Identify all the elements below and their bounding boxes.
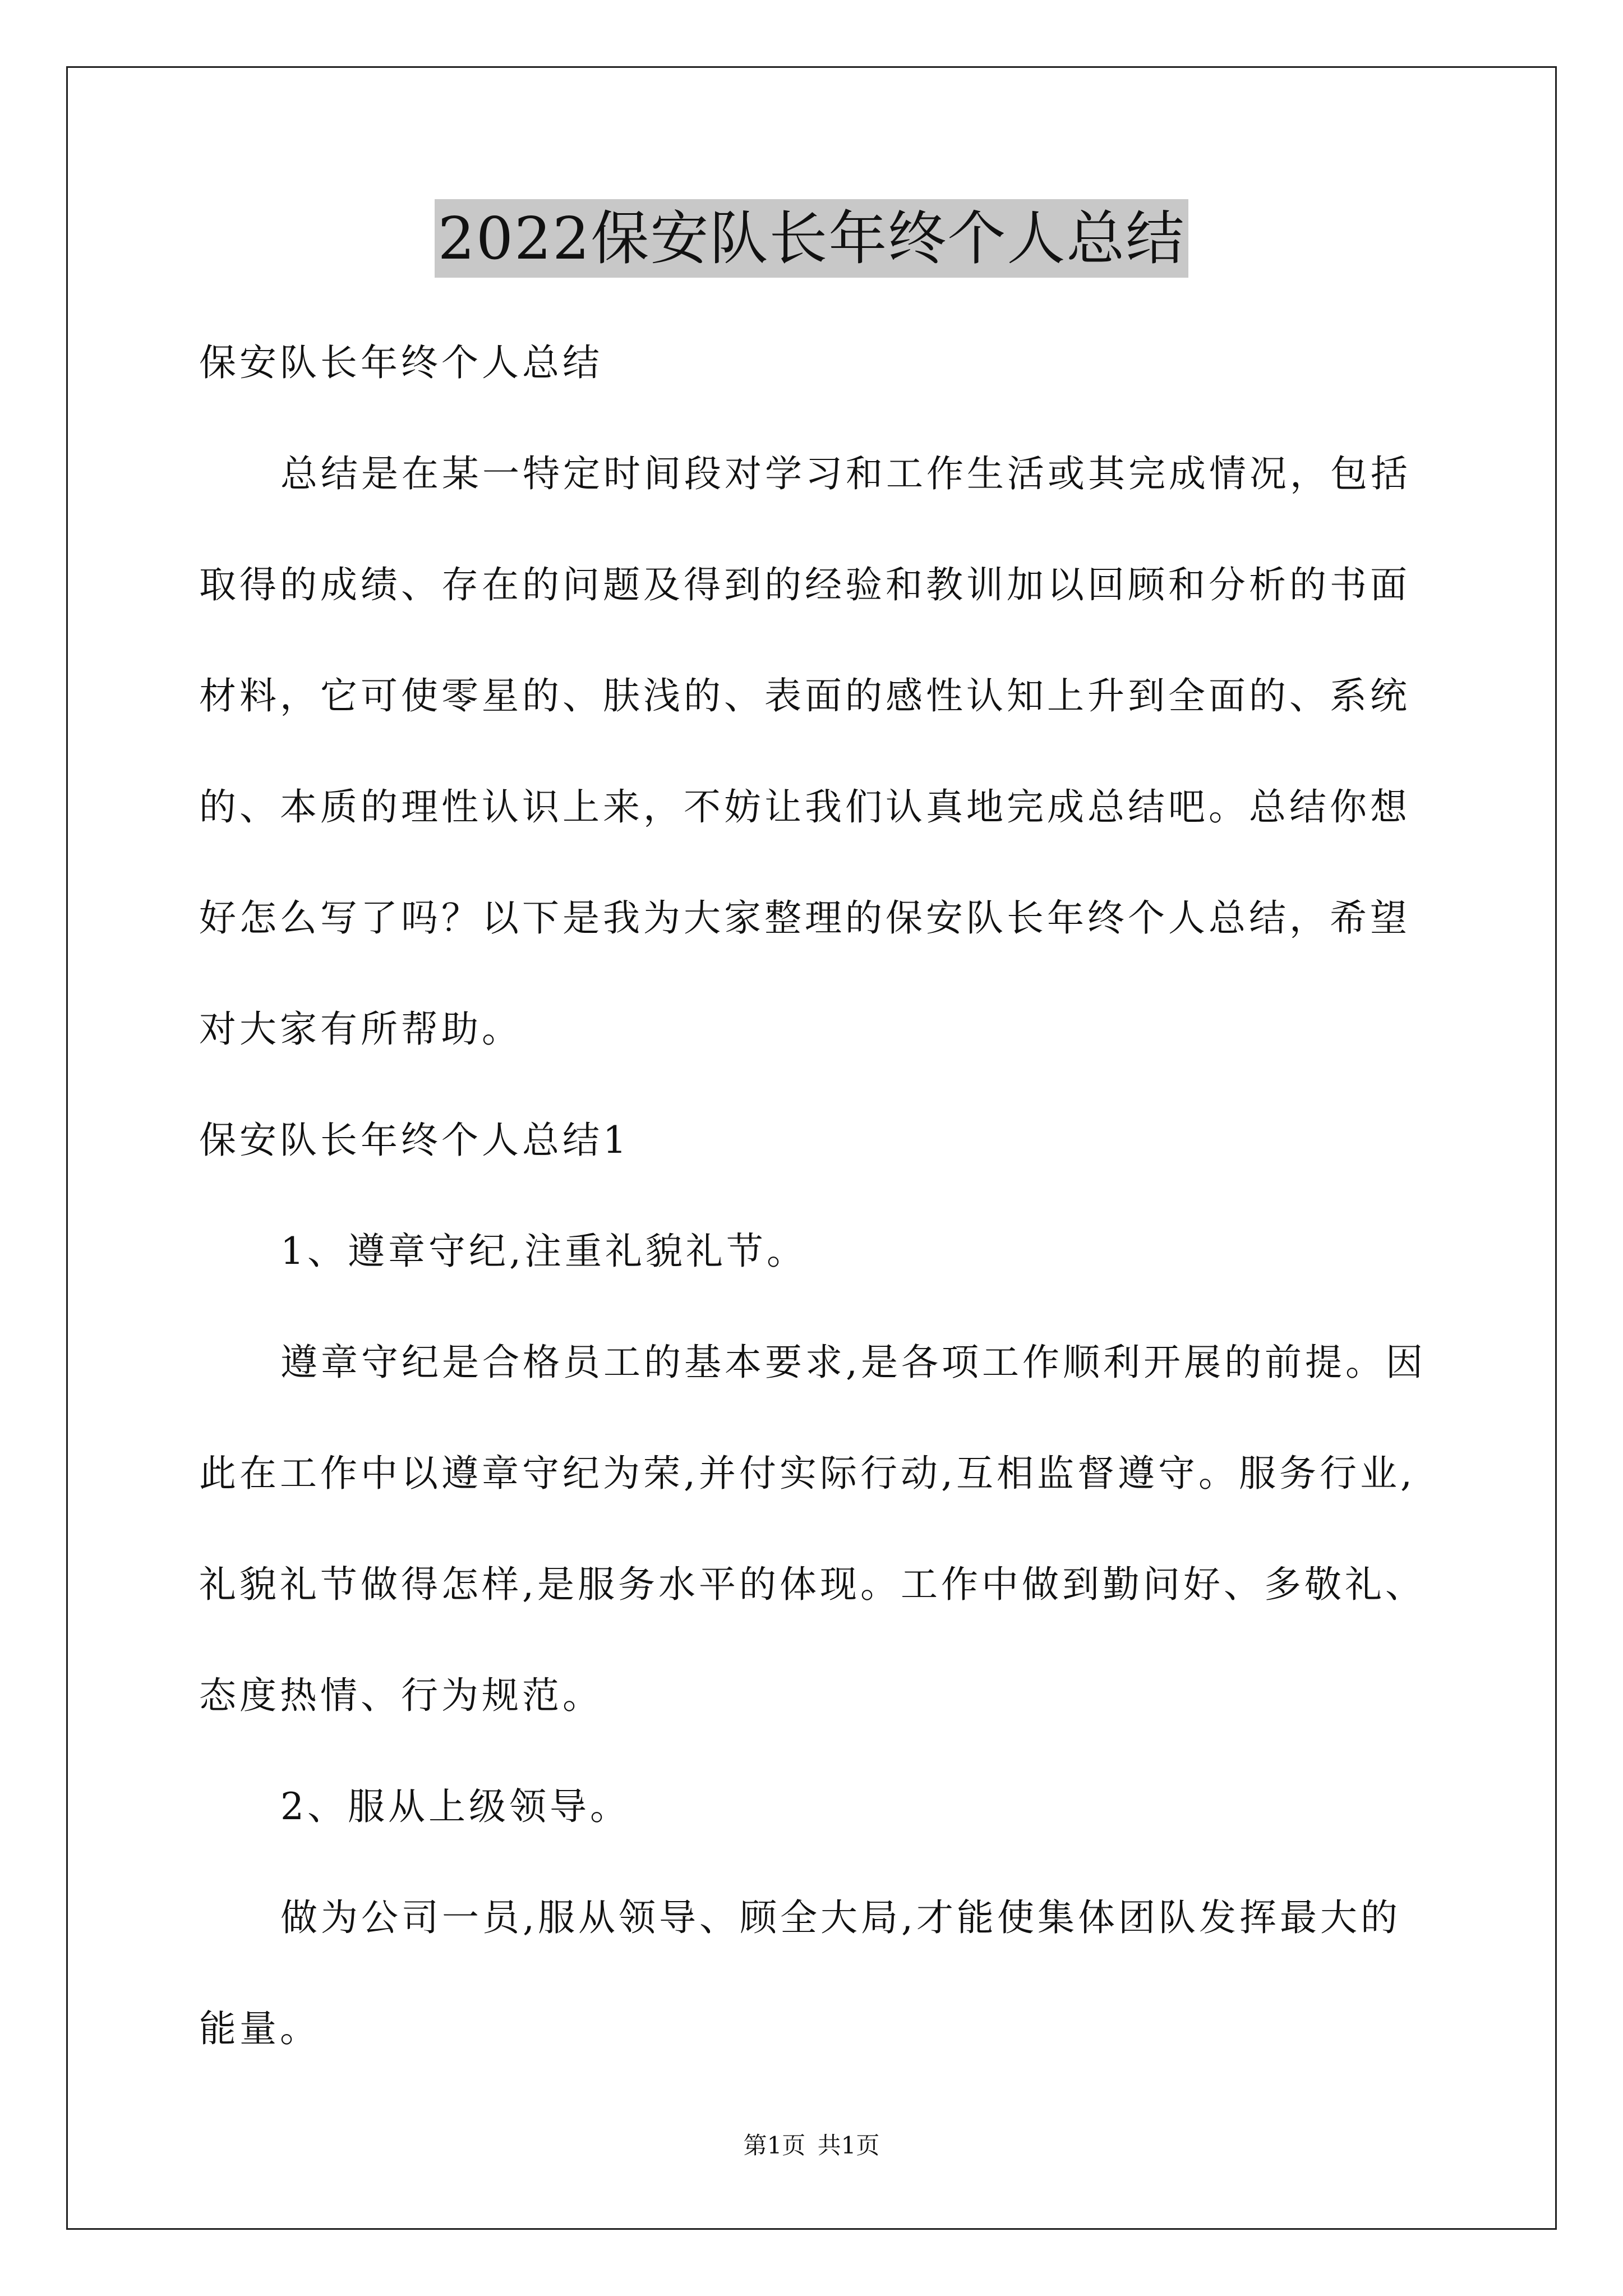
- page-number: 第1页: [743, 2132, 806, 2159]
- document-body: [199, 307, 1441, 2085]
- document-title: 2022保安队长年终个人总结: [435, 199, 1189, 278]
- intro-line: 材料，它可使零星的、肤浅的、表面的感性认知上升到全面的、系统: [199, 674, 1410, 717]
- item2-line: 能量。: [199, 2007, 320, 2050]
- intro-line: 对大家有所帮助。: [199, 1007, 522, 1051]
- total-pages: 共1页: [817, 2132, 880, 2159]
- item1-line: 此在工作中以遵章守纪为荣,并付实际行动,互相监督遵守。服务行业,: [199, 1452, 1415, 1495]
- intro-line: 取得的成绩、存在的问题及得到的经验和教训加以回顾和分析的书面: [199, 563, 1410, 606]
- intro-line: 的、本质的理性认识上来，不妨让我们认真地完成总结吧。总结你想: [199, 785, 1410, 829]
- item2-line: 做为公司一员,服从领导、顾全大局,才能使集体团队发挥最大的: [280, 1896, 1401, 1939]
- title-container: [0, 199, 1623, 278]
- section-heading: 保安队长年终个人总结1: [199, 1119, 630, 1162]
- item1-line: 态度热情、行为规范。: [199, 1674, 603, 1717]
- intro-line: 总结是在某一特定时间段对学习和工作生活或其完成情况，包括: [280, 452, 1411, 495]
- subtitle: 保安队长年终个人总结: [199, 341, 603, 384]
- item1-line: 礼貌礼节做得怎样,是服务水平的体现。工作中做到勤问好、多敬礼、: [199, 1563, 1426, 1606]
- item1-line: 遵章守纪是合格员工的基本要求,是各项工作顺利开展的前提。因: [280, 1341, 1426, 1384]
- item1-heading: 1、遵章守纪,注重礼貌礼节。: [280, 1230, 807, 1273]
- item2-heading: 2、服从上级领导。: [280, 1785, 630, 1828]
- intro-line: 好怎么写了吗？以下是我为大家整理的保安队长年终个人总结，希望: [199, 896, 1410, 940]
- page-footer: [0, 2129, 1623, 2162]
